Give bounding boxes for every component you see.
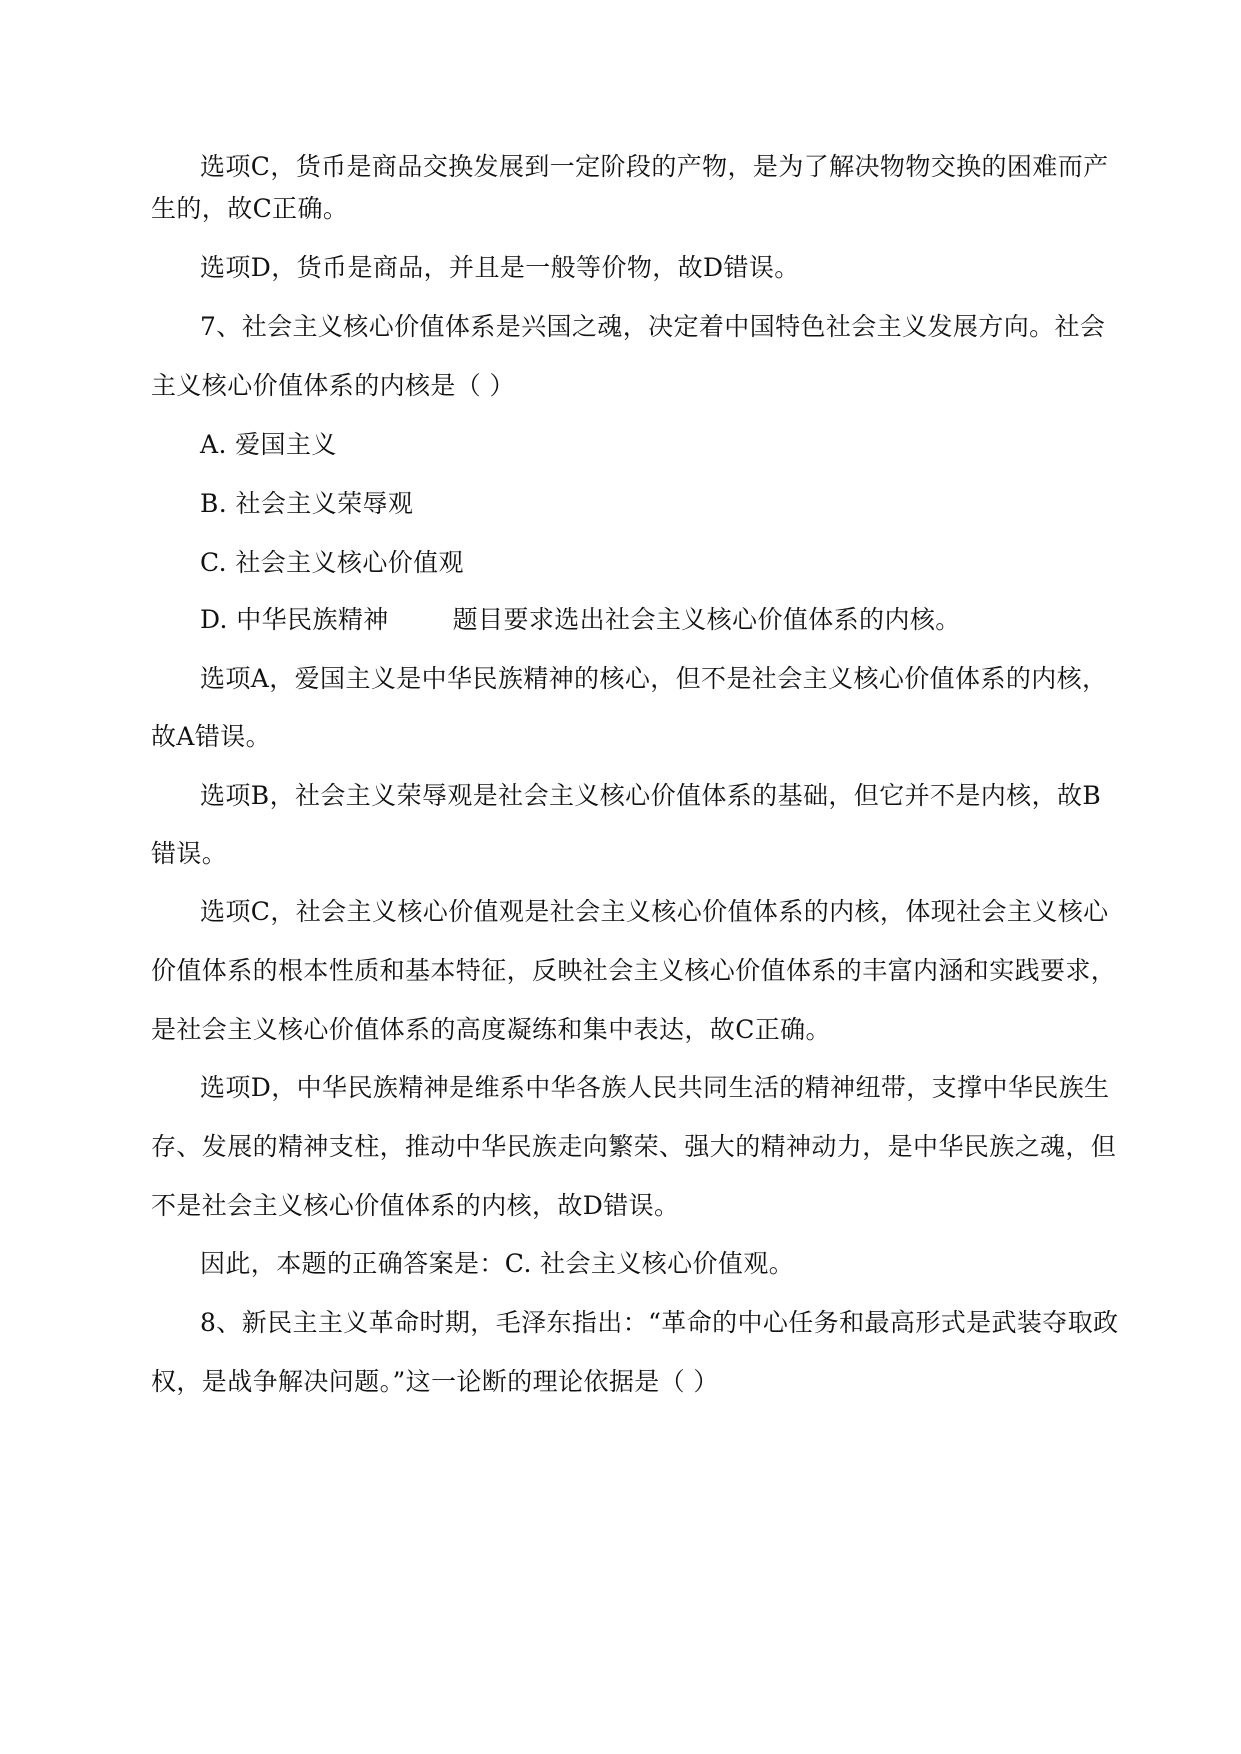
paragraph-line: 生的，故C正确。 (151, 194, 349, 223)
paragraph-line: 选项B，社会主义荣辱观是社会主义核心价值体系的基础，但它并不是内核，故B (200, 781, 1102, 810)
option-b: B. 社会主义荣辱观 (200, 489, 414, 518)
question-7-line: 7、社会主义核心价值体系是兴国之魂，决定着中国特色社会主义发展方向。社会 (200, 312, 1106, 341)
answer-line: 因此，本题的正确答案是：C. 社会主义核心价值观。 (200, 1249, 795, 1278)
question-7-line: 主义核心价值体系的内核是（ ） (151, 371, 515, 400)
paragraph-line: 选项A，爱国主义是中华民族精神的核心，但不是社会主义核心价值体系的内核， (200, 664, 1108, 693)
paragraph-line: 错误。 (151, 839, 228, 868)
paragraph-line: 选项C，货币是商品交换发展到一定阶段的产物，是为了解决物物交换的困难而产 (200, 152, 1109, 181)
paragraph-line: 存、发展的精神支柱，推动中华民族走向繁荣、强大的精神动力，是中华民族之魂，但 (151, 1132, 1117, 1161)
option-d: D. 中华民族精神 (200, 605, 389, 634)
question-8-line: 8、新民主主义革命时期，毛泽东指出：“革命的中心任务和最高形式是武装夺取政 (200, 1308, 1119, 1337)
paragraph-line: 选项C，社会主义核心价值观是社会主义核心价值体系的内核，体现社会主义核心 (200, 897, 1109, 926)
paragraph-line: 选项D，货币是商品，并且是一般等价物，故D错误。 (200, 253, 800, 282)
paragraph-line: 不是社会主义核心价值体系的内核，故D错误。 (151, 1191, 680, 1220)
paragraph-line: 价值体系的根本性质和基本特征，反映社会主义核心价值体系的丰富内涵和实践要求， (151, 956, 1117, 985)
option-d-line (0, 600, 1241, 640)
analysis-intro: 题目要求选出社会主义核心价值体系的内核。 (452, 605, 961, 634)
question-8-line: 权，是战争解决问题。”这一论断的理论依据是（ ） (151, 1367, 719, 1396)
paragraph-line: 是社会主义核心价值体系的高度凝练和集中表达，故C正确。 (151, 1015, 831, 1044)
option-a: A. 爱国主义 (200, 430, 337, 459)
paragraph-line: 选项D，中华民族精神是维系中华各族人民共同生活的精神纽带，支撑中华民族生 (200, 1073, 1110, 1102)
paragraph-line: 故A错误。 (151, 722, 272, 751)
option-c: C. 社会主义核心价值观 (200, 548, 464, 577)
